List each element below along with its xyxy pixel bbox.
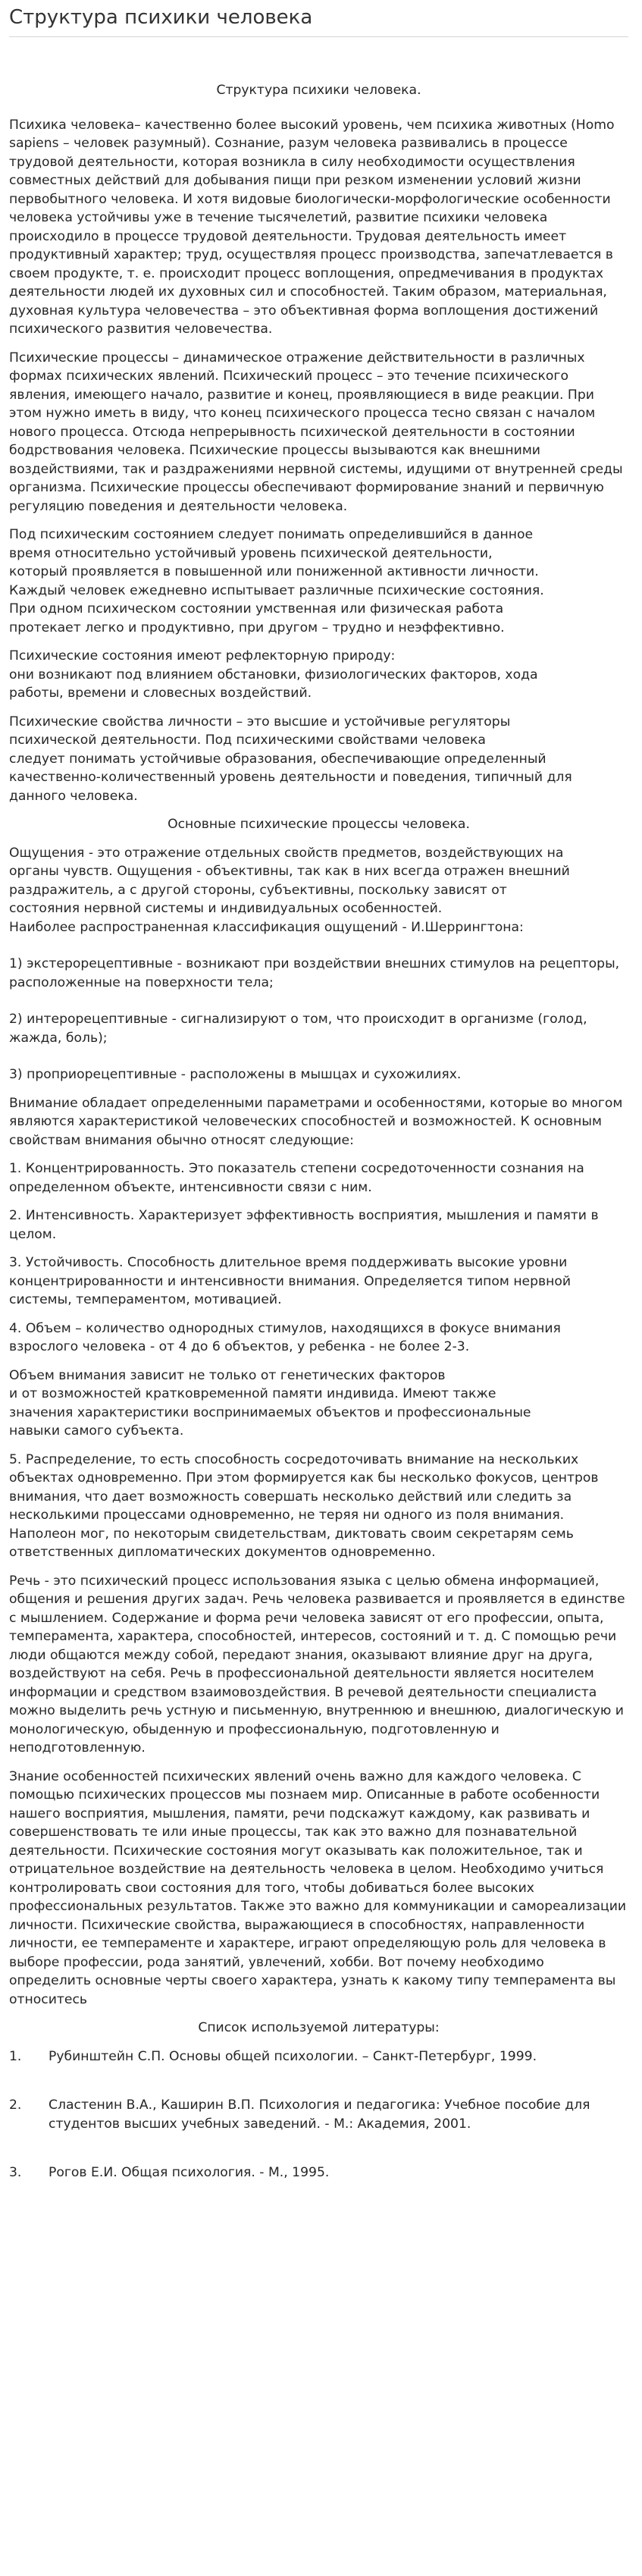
text-line: качественно-количественный уровень деятельности и поведения, типичный для (9, 770, 572, 785)
page-title: Структура психики человека (9, 6, 313, 29)
paragraph-attention: Внимание обладает определенными параметрами и особенностями, которые во многом являются характеристикой человеческих способностей и возможностей. К основным свойствам внимания обычно относят следующие: (9, 1095, 623, 1148)
title-divider (9, 36, 628, 37)
text-line: навыки самого субъекта. (9, 1423, 184, 1439)
paragraph-attention-volume (9, 1366, 628, 1441)
reference-item (9, 2163, 628, 2182)
paragraph-properties (9, 713, 628, 806)
text-line: данного человека. (9, 788, 138, 804)
list-item: 1) экстерорецептивные - возникают при воздействии внешних стимулов на рецепторы, расположенные на поверхности тела; (9, 956, 620, 990)
text-line: следует понимать устойчивые образования, обеспечивающие определенный (9, 751, 546, 767)
paragraph-distribution: 5. Распределение, то есть способность сосредоточивать внимание на нескольких объектах одновременно. При этом формируется как бы несколько фокусов, центров внимания, что дает возможность совершать несколько действий или следить за несколькими процессами одновременно, не теряя ни одного из поля внимания. Наполеон мог, по некоторым свидетельствам, диктовать своим секретарям семь ответственных дипломатических документов одновременно. (9, 1451, 599, 1560)
list-item: 1. Концентрированность. Это показатель степени сосредоточенности сознания на определенном объекте, интенсивности связи с ним. (9, 1161, 584, 1195)
text-line: Наиболее распространенная классификация ощущений - И.Шеррингтона: (9, 919, 524, 935)
list-item: 2. Интенсивность. Характеризует эффективность восприятия, мышления и памяти в целом. (9, 1208, 599, 1242)
text-line: состояния нервной системы и индивидуальных особенностей. (9, 901, 443, 916)
paragraph-conclusion: Знание особенностей психических явлений очень важно для каждого человека. С помощью психических процессов мы познаем мир. Описанные в работе особенности нашего восприятия, мышления, памяти, речи подскажут каждому, как развивать и совершенствовать те или иные процессы, так как это важно для познавательной деятельности. Психические состояния могут оказывать как положительное, так и отрицательное воздействие на деятельность человека в целом. Необходимо учиться контролировать свои состояния для того, чтобы добиваться более высоких профессиональных результатов. Также это важно для коммуникации и самореализации личности. Психические свойства, выражающиеся в способностях, направленности личности, ее темпераменте и характере, играют определяющую роль для человека в выборе профессии, рода занятий, увлечений, хобби. Вот почему необходимо определить основные черты своего характера, узнать к какому типу темперамента вы относитесь (9, 1768, 627, 2007)
reference-number: 2. (9, 2098, 22, 2113)
list-item: 4. Объем – количество однородных стимулов, находящихся в фокусе внимания взрослого человека - от 4 до 6 объектов, у ребенка - не более 2-3. (9, 1320, 561, 1354)
text-line: который проявляется в повышенной или пониженной активности личности. (9, 564, 539, 579)
text-line: время относительно устойчивый уровень психической деятельности, (9, 545, 493, 561)
reference-text: Сластенин В.А., Каширин В.П. Психология и педагогика: Учебное пособие для студентов высших учебных заведений. - М.: Академия, 2001. (49, 2098, 590, 2132)
text-line: и от возможностей кратковременной памяти индивида. Имеют также (9, 1386, 496, 1401)
document-title: Структура психики человека. (216, 83, 421, 98)
references-list (9, 2047, 628, 2182)
text-line: раздражитель, а с другой стороны, субъективны, поскольку зависят от (9, 882, 507, 898)
section-heading: Основные психические процессы человека. (168, 817, 470, 832)
text-line: Под психическим состоянием следует понимать определившийся в данное (9, 527, 534, 542)
list-item: 2) интерорецептивные - сигнализируют о том, что происходит в организме (голод, жажда, боль); (9, 1012, 587, 1046)
list-item: 3) проприорецептивные - расположены в мышцах и сухожилиях. (9, 1067, 462, 1082)
text-line: они возникают под влиянием обстановки, физиологических факторов, хода (9, 667, 538, 682)
paragraph-speech: Речь - это психический процесс использования языка с целью обмена информацией, общения и решения других задач. Речь человека развивается и проявляется в единстве с мышлением. Содержание и форма речи человека зависят от его профессии, опыта, темперамента, характера, способностей, интересов, состояний и т. д. С помощью речи люди общаются между собой, передают знания, оказывают влияние друг на друга, воздействуют на себя. Речь в профессиональной деятельности является носителем информации и средством взаимовоздействия. В речевой деятельности специалиста можно выделить речь устную и письменную, внутреннюю и внешнюю, диалогическую и монологическую, обыденную и профессиональную, подготовленную и неподготовленную. (9, 1573, 625, 1756)
paragraph-processes: Психические процессы – динамическое отражение действительности в различных формах психических явлений. Психический процесс – это течение психического явления, имеющего начало, развитие и конец, проявляющиеся в виде реакции. При этом нужно иметь в виду, что конец психического процесса тесно связан с началом нового процесса. Отсюда непрерывность психической деятельности в состоянии бодрствования человека. Психические процессы вызываются как внешними воздействиями, так и раздражениями нервной системы, идущими от внутренней среды организма. Психические процессы обеспечивают формирование знаний и первичную регуляцию поведения и деятельности человека. (9, 350, 623, 514)
reference-text: Рогов Е.И. Общая психология. - М., 1995. (49, 2165, 330, 2180)
reference-item (9, 2096, 628, 2133)
text-line: Психические свойства личности – это высшие и устойчивые регуляторы (9, 714, 511, 730)
text-line: психической деятельности. Под психическими свойствами человека (9, 733, 486, 748)
paragraph-states-nature (9, 647, 628, 703)
text-line: органы чувств. Ощущения - объективны, так как в них всегда отражен внешний (9, 864, 570, 879)
text-line: протекает легко и продуктивно, при другом – трудно и неэффективно. (9, 620, 505, 635)
text-line: Психические состояния имеют рефлекторную природу: (9, 648, 396, 664)
text-line: значения характеристики воспринимаемых объектов и профессиональные (9, 1404, 531, 1420)
text-line: Каждый человек ежедневно испытывает различные психические состояния. (9, 582, 544, 598)
paragraph-states (9, 526, 628, 637)
paragraph-sensations (9, 844, 628, 1084)
reference-number: 1. (9, 2048, 22, 2064)
document-body (9, 81, 628, 2182)
reference-number: 3. (9, 2165, 22, 2180)
references-heading: Список используемой литературы: (198, 2020, 440, 2035)
reference-text: Рубинштейн С.П. Основы общей психологии. – Санкт-Петербург, 1999. (49, 2048, 537, 2064)
text-line: работы, времени и словесных воздействий. (9, 686, 312, 701)
reference-item (9, 2047, 628, 2066)
list-item: 3. Устойчивость. Способность длительное время поддерживать высокие уровни концентрированности и интенсивности внимания. Определяется типом нервной системы, темпераментом, мотивацией. (9, 1255, 572, 1307)
text-line: При одном психическом состоянии умственная или физическая работа (9, 601, 504, 617)
text-line: Ощущения - это отражение отдельных свойств предметов, воздействующих на (9, 845, 564, 861)
paragraph-psyche: Психика человека– качественно более высокий уровень, чем психика животных (Homo sapiens – человек разумный). Сознание, разум человека развивались в процессе трудовой деятельности, которая возникла в силу необходимости осуществления совместных действий для добывания пищи при резком изменении условий жизни первобытного человека. И хотя видовые биологически-морфологические особенности человека устойчивы уже в течение тысячелетий, развитие психики человека происходило в процессе трудовой деятельности. Трудовая деятельность имеет продуктивный характер; труд, осуществляя процесс производства, запечатлевается в своем продукте, т. е. происходит процесс воплощения, опредмечивания в продуктах деятельности людей их духовных сил и способностей. Таким образом, материальная, духовная культура человечества – это объективная форма воплощения достижений психического развития человечества. (9, 117, 615, 337)
text-line: Объем внимания зависит не только от генетических факторов (9, 1367, 446, 1383)
